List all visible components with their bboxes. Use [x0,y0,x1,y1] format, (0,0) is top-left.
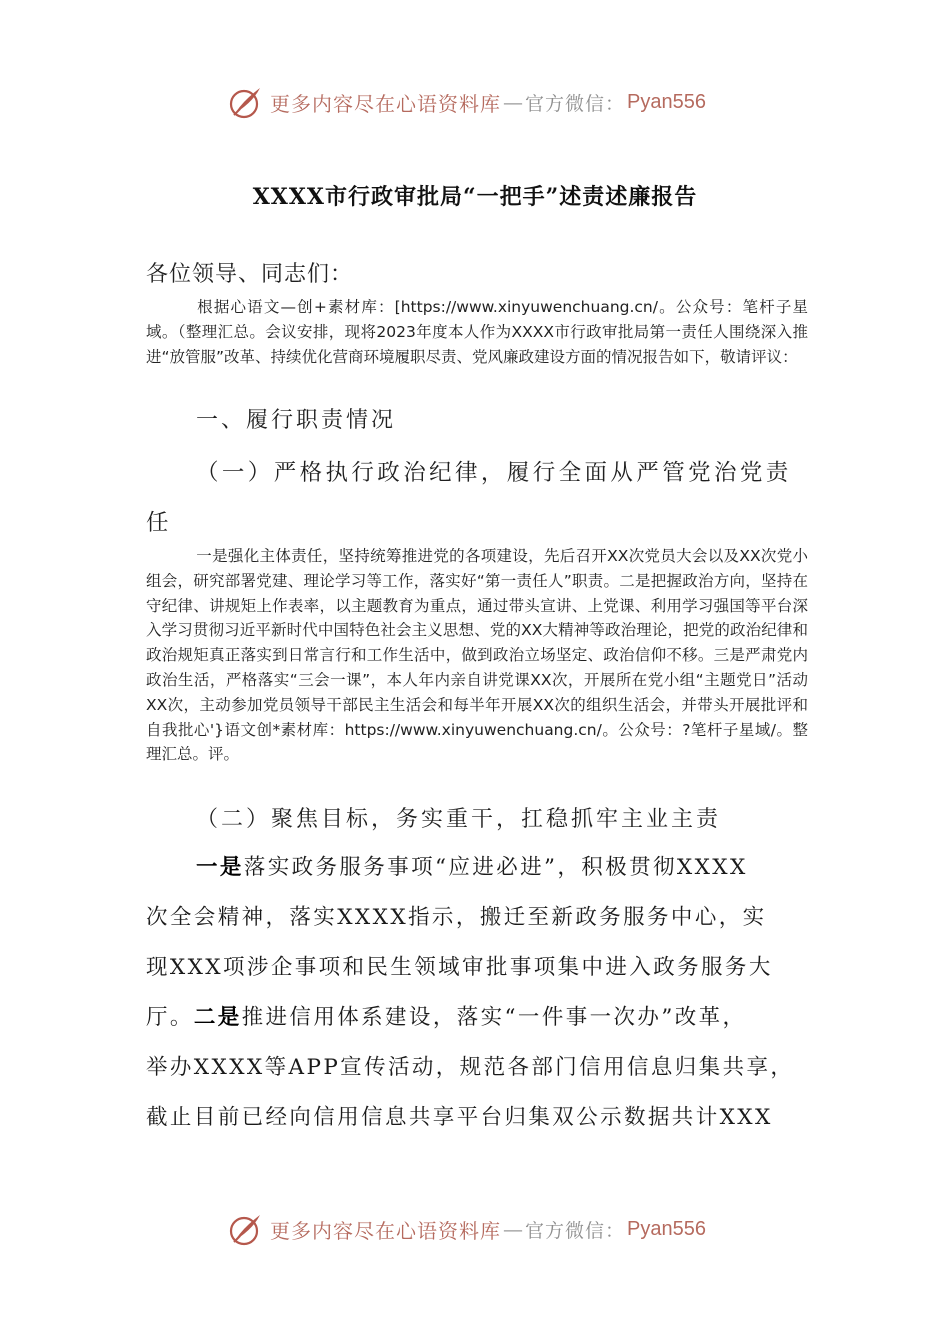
watermark-brand: 更多内容尽在心语资料库 [270,91,501,116]
subsection-heading-1: （一）严格执行政治纪律，履行全面从严管党治党责 [196,460,792,486]
row-text: 次全会精神，落实XXXX指示，搬迁至新政务服务中心，实 [146,905,767,930]
body-row [146,1043,806,1093]
row-text: 推进信用体系建设，落实“一件事一次办”改革， [241,1005,747,1030]
row-text: 截止目前已经向信用信息共享平台归集双公示数据共计XXX [146,1105,773,1130]
intro-paragraph [146,295,808,369]
row-text: 厅。 [146,1005,194,1030]
salutation: 各位领导、同志们： [146,262,354,287]
quill-logo-icon [226,82,266,122]
watermark-separator: — [503,1217,523,1241]
document-title: XXXX市行政审批局“一把手”述责述廉报告 [252,184,698,210]
intro-text: 根据心语文—创+素材库：[https://www.xinyuwenchuang.cn/。公众号：笔杆子星域。（整理汇总。会议安排，现将2023年度本人作为XXXX市行政审批局第一责任人围绕深入推进“放管服”改革、持续优化营商环境履职尽责、党风廉政建设方面的情况报告如下，敬请评议： [146,298,808,366]
subsection-heading-1-continued: 任 [146,510,169,536]
watermark-wechat-id: Pyan556 [627,1217,706,1240]
body-row [146,993,806,1043]
subsection-1-text: 一是强化主体责任，坚持统筹推进党的各项建设，先后召开XX次党员大会以及XX次党小组会，研究部署党建、理论学习等工作，落实好“第一责任人”职责。二是把握政治方向，坚持在守纪律、讲规矩上作表率，以主题教育为重点，通过带头宣讲、上党课、利用学习强国等平台深入学习贯彻习近平新时代中国特色社会主义思想、党的XX大精神等政治理论，把党的政治纪律和政治规矩真正落实到日常言行和工作生活中，做到政治立场坚定、政治信仰不移。三是严肃党内政治生活，严格落实“三会一课”，本人年内亲自讲党课XX次，开展所在党小组“主题党日”活动XX次，主动参加党员领导干部民主生活会和每半年开展XX次的组织生活会，并带头开展批评和自我批心'}语文创*素材库：https://www.xinyuwenchuang.cn/。公众号：?笔杆子星域/。整理汇总。评。 [146,547,808,764]
section-heading-1: 一、履行职责情况 [196,408,397,433]
subsection-heading-2: （二）聚焦目标，务实重干，扛稳抓牢主业主责 [196,807,722,832]
watermark-wechat-label: 官方微信： [525,1219,626,1242]
row-text: 落实政务服务事项“应进必进”，积极贯彻XXXX [243,855,748,880]
watermark-banner-bottom [226,1209,706,1249]
quill-logo-icon [226,1209,266,1249]
watermark-banner-top [226,82,706,122]
body-row [146,893,806,943]
watermark-wechat-id: Pyan556 [627,90,706,113]
lead-term: 二是 [193,1005,242,1030]
body-row [146,843,806,893]
watermark-separator: — [503,90,523,114]
watermark-brand: 更多内容尽在心语资料库 [270,1218,501,1243]
subsection-2-body [146,843,806,1143]
watermark-wechat-label: 官方微信： [525,92,626,115]
body-row [146,1093,806,1143]
body-row [146,943,806,993]
lead-term: 一是 [196,855,244,880]
row-text: 现XXX项涉企事项和民生领域审批事项集中进入政务服务大 [146,955,773,980]
subsection-1-body [146,544,808,767]
row-text: 举办XXXX等APP宣传活动，规范各部门信用信息归集共享， [146,1055,795,1080]
